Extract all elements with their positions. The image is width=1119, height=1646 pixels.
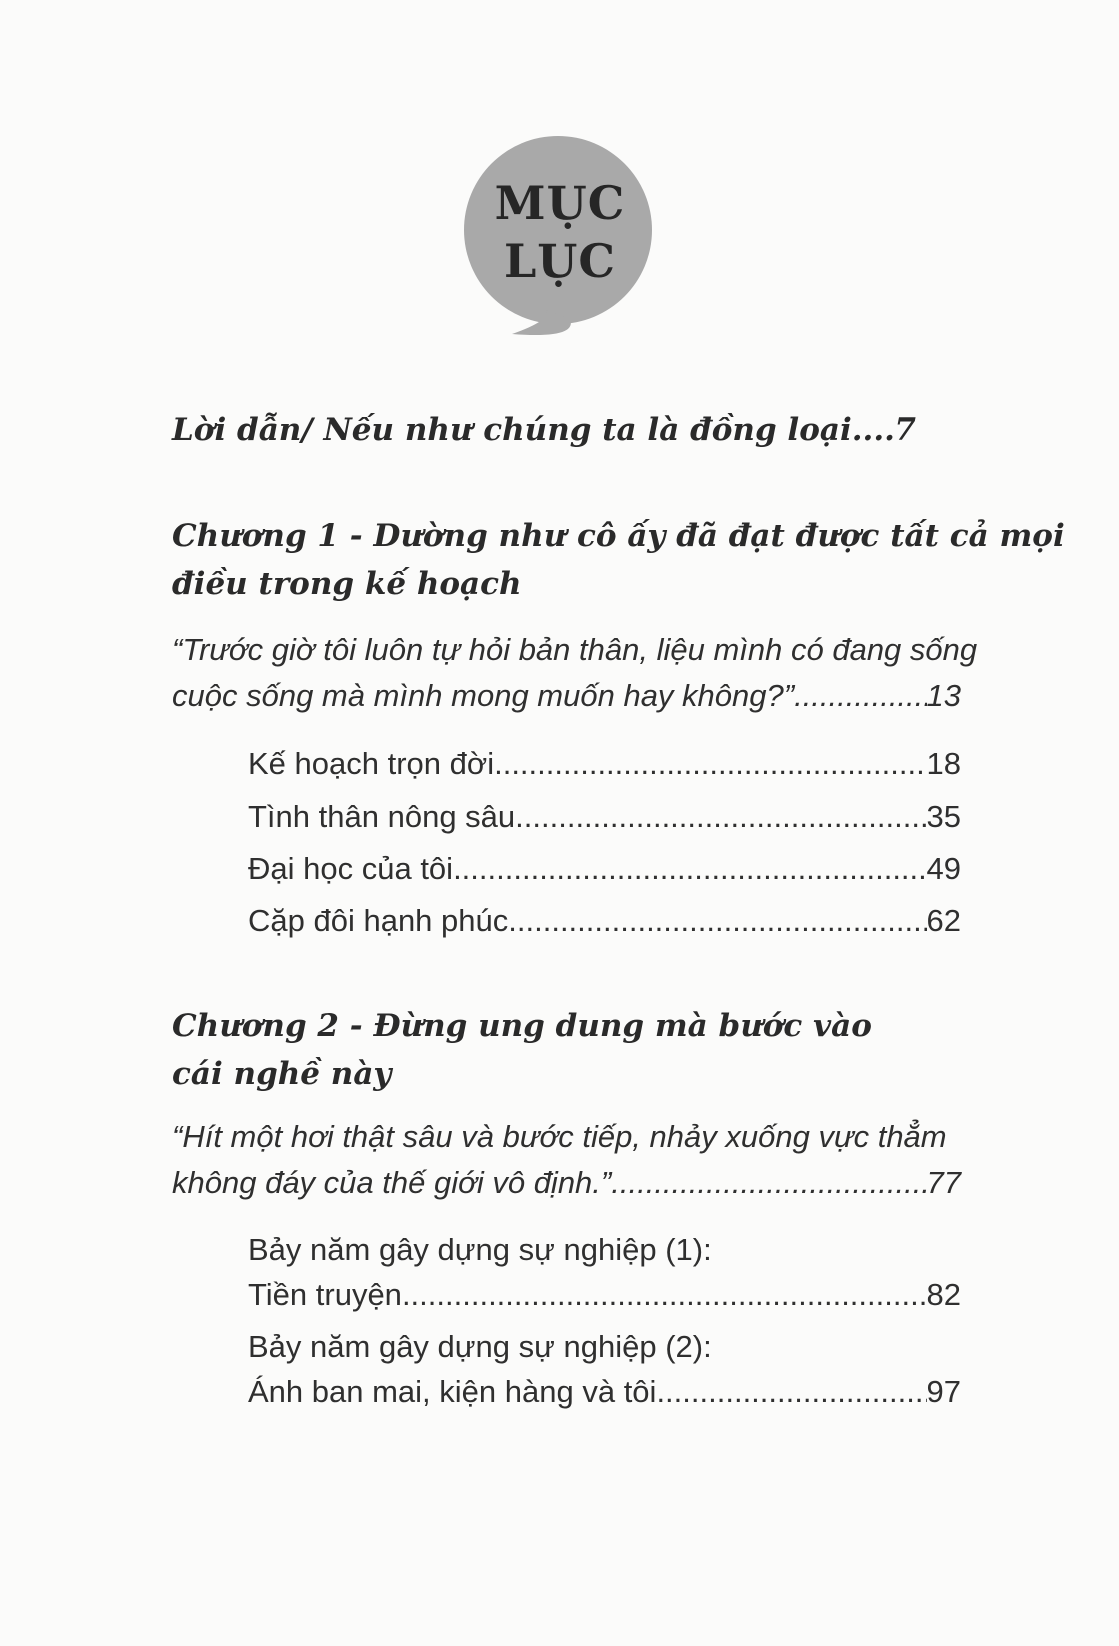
- toc-entry-page: 35: [926, 799, 961, 834]
- toc-entry-label: Ánh ban mai, kiện hàng và tôi: [248, 1374, 657, 1409]
- chapter-1-title-line-2[interactable]: điều trong kế hoạch: [172, 566, 522, 602]
- toc-entry-section[interactable]: [248, 1374, 961, 1410]
- toc-entry-section[interactable]: [248, 746, 961, 782]
- toc-entry-chapter-1-quote[interactable]: [172, 678, 961, 714]
- toc-entry-section[interactable]: [248, 903, 961, 939]
- chapter-1-quote-line-1: “Trước giờ tôi luôn tự hỏi bản thân, liệu mình có đang sống: [172, 632, 978, 667]
- toc-entry-chapter-2-quote[interactable]: [172, 1165, 961, 1201]
- dot-leader: [508, 903, 926, 939]
- toc-entry-label: Kế hoạch trọn đời: [248, 746, 495, 781]
- dot-leader: [402, 1277, 927, 1313]
- dot-leader: [453, 851, 926, 887]
- toc-entry-page: 77: [926, 1165, 961, 1200]
- toc-entry-section-line-1: Bảy năm gây dựng sự nghiệp (1):: [248, 1232, 712, 1267]
- toc-entry-label: Tình thân nông sâu: [248, 799, 516, 834]
- toc-entry-label: cuộc sống mà mình mong muốn hay không?”: [172, 678, 795, 713]
- toc-entry-section[interactable]: [248, 851, 961, 887]
- chapter-2-quote-line-1: “Hít một hơi thật sâu và bước tiếp, nhảy xuống vực thẳm: [172, 1119, 947, 1154]
- dot-leader: [656, 1374, 926, 1410]
- toc-entry-section[interactable]: [248, 1277, 961, 1313]
- chapter-2-title-line-1[interactable]: Chương 2 - Đừng ung dung mà bước vào: [172, 1008, 872, 1044]
- toc-entry-page: 97: [926, 1374, 961, 1409]
- toc-entry-page: 49: [926, 851, 961, 886]
- toc-entry-page: 7: [894, 412, 916, 448]
- dot-leader: [794, 678, 926, 714]
- toc-entry-label: Đại học của tôi: [248, 851, 454, 886]
- dot-leader: [515, 799, 926, 835]
- toc-entry-page: 13: [926, 678, 961, 713]
- toc-entry-section-line-1: Bảy năm gây dựng sự nghiệp (2):: [248, 1329, 712, 1364]
- toc-entry-label: Cặp đôi hạnh phúc: [248, 903, 509, 938]
- toc-entry-page: 18: [926, 746, 961, 781]
- toc-entry-label: không đáy của thế giới vô định.”: [172, 1165, 612, 1200]
- dot-leader: [494, 746, 926, 782]
- toc-entry-section[interactable]: [248, 799, 961, 835]
- toc-entry-intro[interactable]: [172, 412, 916, 448]
- toc-title-bubble: [460, 134, 660, 352]
- toc-entry-page: 62: [926, 903, 961, 938]
- toc-entry-label: Lời dẫn/ Nếu như chúng ta là đồng loại: [172, 412, 852, 448]
- dot-leader: [611, 1165, 926, 1201]
- chapter-1-title-line-1[interactable]: Chương 1 - Dường như cô ấy đã đạt được tất cả mọi: [172, 518, 1065, 554]
- toc-title-line-2: LỤC: [503, 234, 617, 288]
- toc-entry-page: 82: [926, 1277, 961, 1312]
- toc-title: [460, 174, 660, 290]
- toc-title-line-1: MỤC: [494, 176, 626, 230]
- toc-entry-label: Tiền truyện: [248, 1277, 402, 1312]
- chapter-2-title-line-2[interactable]: cái nghề này: [172, 1056, 392, 1092]
- dot-leader: [852, 412, 895, 448]
